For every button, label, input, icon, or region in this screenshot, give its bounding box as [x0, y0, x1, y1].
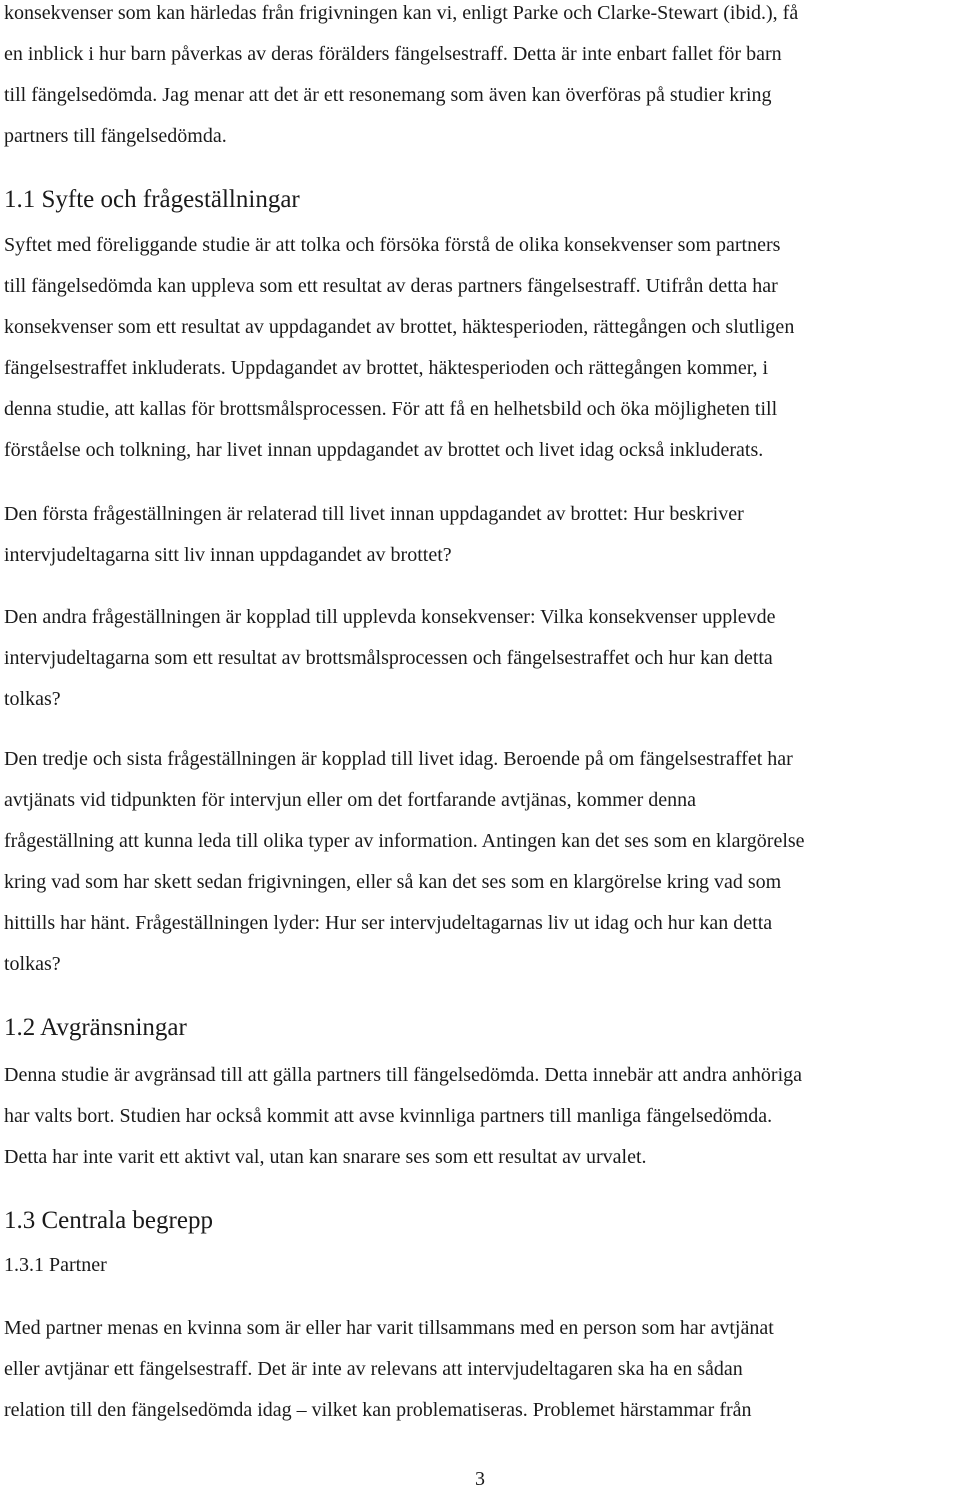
- body-text-line: en inblick i hur barn påverkas av deras förälders fängelsestraff. Detta är inte enbart fallet för barn: [4, 43, 782, 65]
- body-text-line: har valts bort. Studien har också kommit att avse kvinnliga partners till manliga fängelsedömda.: [4, 1105, 773, 1127]
- section-heading-1-1: 1.1 Syfte och frågeställningar: [4, 186, 300, 213]
- body-text-line: kring vad som har skett sedan frigivningen, eller så kan det ses som en klargörelse kring vad som: [4, 871, 782, 893]
- body-text-line: avtjänats vid tidpunkten för intervjun eller om det fortfarande avtjänas, kommer denna: [4, 789, 696, 811]
- body-text-line: denna studie, att kallas för brottsmålsprocessen. För att få en helhetsbild och öka möjligheten till: [4, 398, 778, 420]
- body-text-line: fängelsestraffet inkluderats. Uppdagandet av brottet, häktesperioden och rättegången kommer, i: [4, 357, 769, 379]
- body-text-line: intervjudeltagarna som ett resultat av brottsmålsprocessen och fängelsestraffet och hur kan detta: [4, 647, 773, 669]
- body-text-line: Detta har inte varit ett aktivt val, utan kan snarare ses som ett resultat av urvalet.: [4, 1146, 647, 1168]
- page-number: 3: [475, 1468, 485, 1490]
- subsection-heading-1-3-1: 1.3.1 Partner: [4, 1254, 107, 1276]
- body-text-line: Syftet med föreliggande studie är att tolka och försöka förstå de olika konsekvenser som partners: [4, 234, 781, 256]
- body-text-line: Den första frågeställningen är relaterad till livet innan uppdagandet av brottet: Hur beskriver: [4, 503, 744, 525]
- body-text-line: till fängelsedömda kan uppleva som ett resultat av deras partners fängelsestraff. Utifrån detta har: [4, 275, 778, 297]
- body-text-line: Den andra frågeställningen är kopplad till upplevda konsekvenser: Vilka konsekvenser upplevde: [4, 606, 776, 628]
- section-heading-1-2: 1.2 Avgränsningar: [4, 1014, 187, 1041]
- body-text-line: tolkas?: [4, 953, 61, 975]
- body-text-line: förståelse och tolkning, har livet innan uppdagandet av brottet och livet idag också inkluderats.: [4, 439, 764, 461]
- body-text-line: eller avtjänar ett fängelsestraff. Det är inte av relevans att intervjudeltagaren ska ha en sådan: [4, 1358, 743, 1380]
- body-text-line: till fängelsedömda. Jag menar att det är ett resonemang som även kan överföras på studier kring: [4, 84, 772, 106]
- body-text-line: Denna studie är avgränsad till att gälla partners till fängelsedömda. Detta innebär att andra anhöriga: [4, 1064, 803, 1086]
- body-text-line: intervjudeltagarna sitt liv innan uppdagandet av brottet?: [4, 544, 452, 566]
- body-text-line: konsekvenser som ett resultat av uppdagandet av brottet, häktesperioden, rättegången och slutligen: [4, 316, 795, 338]
- body-text-line: Med partner menas en kvinna som är eller har varit tillsammans med en person som har avtjänat: [4, 1317, 774, 1339]
- body-text-line: hittills har hänt. Frågeställningen lyder: Hur ser intervjudeltagarnas liv ut idag och hur kan detta: [4, 912, 773, 934]
- section-heading-1-3: 1.3 Centrala begrepp: [4, 1207, 213, 1234]
- body-text-line: frågeställning att kunna leda till olika typer av information. Antingen kan det ses som en klargörelse: [4, 830, 805, 852]
- body-text-line: Den tredje och sista frågeställningen är kopplad till livet idag. Beroende på om fängelsestraffet har: [4, 748, 793, 770]
- body-text-line: konsekvenser som kan härledas från frigivningen kan vi, enligt Parke och Clarke-Stewart (ibid.), få: [4, 2, 799, 24]
- body-text-line: relation till den fängelsedömda idag – vilket kan problematiseras. Problemet härstammar från: [4, 1399, 752, 1421]
- body-text-line: partners till fängelsedömda.: [4, 125, 227, 147]
- body-text-line: tolkas?: [4, 688, 61, 710]
